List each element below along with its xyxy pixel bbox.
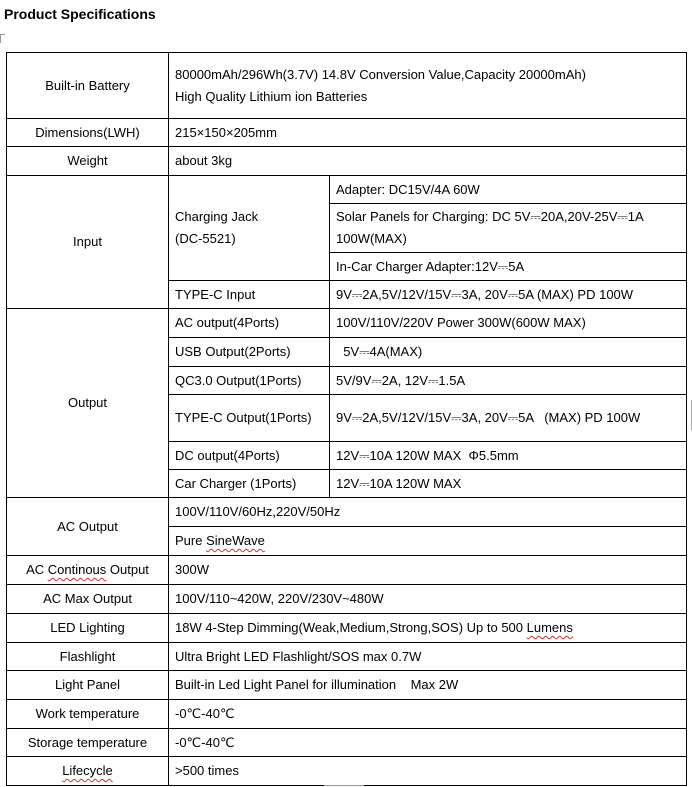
label-light-panel: Light Panel [7,671,169,700]
value-dimensions: 215×150×205mm [169,119,687,147]
value-light-panel: Built-in Led Light Panel for illumination Max 2W [169,671,687,700]
label-weight: Weight [7,147,169,176]
label-dimensions: Dimensions(LWH) [7,119,169,147]
waveform-prefix: Pure [175,533,207,548]
label-ac-output: AC Output [7,498,169,556]
value-solar-panels [330,204,687,253]
output-item-name: QC3.0 Output(1Ports) [169,367,330,395]
output-item-name: USB Output(2Ports) [169,338,330,367]
output-item-value: 12V⎓10A 120W MAX [330,470,687,498]
table-row-ac-continuous [7,556,687,585]
label-part: Output [106,562,149,577]
label-output: Output [7,309,169,498]
led-lumens-word: Lumens [526,620,573,635]
spec-table [6,52,687,786]
charging-jack-text: Charging Jack [175,209,259,224]
battery-capacity-text: 80000mAh/296Wh(3.7V) 14.8V Conversion Value,Capacity 20000mAh) [175,66,586,82]
table-row-dimensions [7,119,687,147]
label-ac-max-output: AC Max Output [7,585,169,614]
output-item-value: 100V/110V/220V Power 300W(600W MAX) [330,309,687,338]
label-part: AC [26,562,48,577]
label-built-in-battery: Built-in Battery [7,53,169,119]
label-flashlight: Flashlight [7,643,169,671]
label-charging-jack [169,176,330,281]
table-row-ac-output-freq [7,498,687,527]
value-typec-input: 9V⎓2A,5V/12V/15V⎓3A, 20V⎓5A (MAX) PD 100W [330,281,687,309]
table-row-input-adapter [7,176,687,204]
label-storage-temperature: Storage temperature [7,729,169,757]
output-item-name: TYPE-C Output(1Ports) [169,395,330,442]
value-in-car-charger: In-Car Charger Adapter:12V⎓5A [330,253,687,281]
output-item-value: 9V⎓2A,5V/12V/15V⎓3A, 20V⎓5A (MAX) PD 100W [330,395,687,442]
value-work-temperature: -0℃-40℃ [169,700,687,729]
value-lifecycle: >500 times [169,757,687,786]
table-row-ac-max [7,585,687,614]
table-row-lifecycle [7,757,687,786]
resize-handle[interactable] [688,400,692,430]
value-flashlight: Ultra Bright LED Flashlight/SOS max 0.7W [169,643,687,671]
led-description: 18W 4-Step Dimming(Weak,Medium,Strong,SOS) Up to 500 [175,620,527,635]
page-title: Product Specifications [4,6,156,22]
label-lifecycle [7,757,169,786]
label-part-misspelled: Continous [47,562,107,577]
solar-panels-max: 100W(MAX) [336,231,407,246]
value-ac-output-frequency: 100V/110V/60Hz,220V/50Hz [169,498,687,527]
output-item-name: DC output(4Ports) [169,442,330,470]
value-built-in-battery [169,53,687,119]
output-item-value: 5V⎓4A(MAX) [330,338,687,367]
table-row-work-temperature [7,700,687,729]
page-footer-line [324,785,364,786]
value-ac-continuous-output: 300W [169,556,687,585]
table-row-battery [7,53,687,119]
value-weight: about 3kg [169,147,687,176]
waveform-word: SineWave [206,533,265,548]
table-row-light-panel [7,671,687,700]
battery-type-text: High Quality Lithium ion Batteries [175,88,368,104]
output-item-name: AC output(4Ports) [169,309,330,338]
label-ac-continuous-output [7,556,169,585]
label-typec-input: TYPE-C Input [169,281,330,309]
value-ac-output-waveform [169,527,687,556]
table-row-flashlight [7,643,687,671]
output-item-value: 5V/9V⎓2A, 12V⎓1.5A [330,367,687,395]
table-row-led [7,614,687,643]
lifecycle-word: Lifecycle [62,763,113,778]
output-item-value: 12V⎓10A 120W MAX Φ5.5mm [330,442,687,470]
table-row-storage-temperature [7,729,687,757]
charging-jack-model: (DC-5521) [175,231,236,246]
value-ac-max-output: 100V/110~420W, 220V/230V~480W [169,585,687,614]
label-led-lighting: LED Lighting [7,614,169,643]
table-anchor-mark [0,34,5,43]
solar-panels-text: Solar Panels for Charging: DC 5V⎓20A,20V-25V⎓1A [336,209,644,224]
output-item-name: Car Charger (1Ports) [169,470,330,498]
value-led-lighting [169,614,687,643]
table-row-output-ac [7,309,687,338]
value-adapter: Adapter: DC15V/4A 60W [330,176,687,204]
label-work-temperature: Work temperature [7,700,169,729]
table-row-weight [7,147,687,176]
label-input: Input [7,176,169,309]
value-storage-temperature: -0℃-40℃ [169,729,687,757]
